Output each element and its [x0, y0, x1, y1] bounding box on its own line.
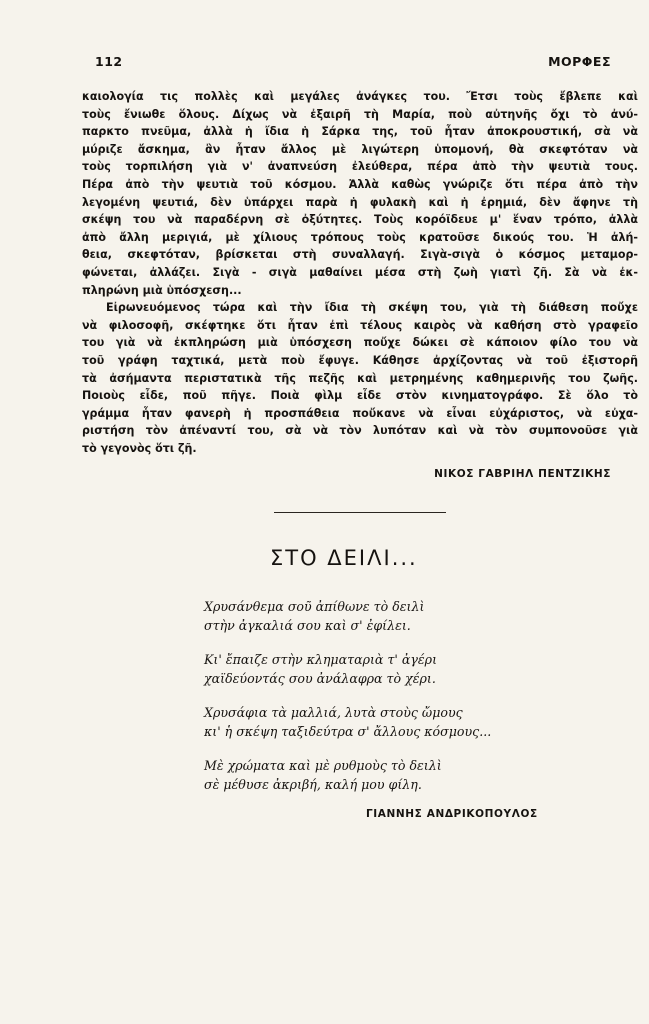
poem-stanza — [204, 651, 491, 688]
text-line: του γιὰ νὰ ἐκπληρώση μιὰ ὑπόσχεση ποὔχε δώκει σὲ κάποιον φίλο του νὰ — [82, 336, 638, 350]
poem-verse: Χρυσάφια τὰ μαλλιά, λυτὰ στοὺς ὤμους — [204, 705, 463, 720]
text-line: νὰ φιλοσοφῆ, σκέφτηκε ὅτι ἦταν ἐπὶ τέλους καιρὸς νὰ καθήση στὸ γραφεῖο — [82, 318, 638, 332]
journal-title: ΜΟΡΦΕΣ — [548, 54, 611, 69]
poem-author-signature: ΓΙΑΝΝΗΣ ΑΝΔΡΙΚΟΠΟΥΛΟΣ — [366, 808, 538, 820]
text-line: τοῦ γράφη ταχτικά, μετὰ ποὺ ἔφυγε. Κάθησε ἀρχίζοντας νὰ τοῦ ἐξιστορῆ — [82, 353, 638, 367]
poem-body — [204, 598, 491, 810]
paragraph-1 — [82, 88, 638, 299]
text-line: τοὺς τορπιλήση γιὰ ν' ἀναπνεύση ἐλεύθερα, πέρα ἀπὸ τὴν ψευτιὰ τους. — [82, 160, 638, 174]
poem-verse: Μὲ χρώματα καὶ μὲ ρυθμοὺς τὸ δειλὶ — [204, 758, 442, 773]
text-line: παρκτο πνεῦμα, ἀλλὰ ἡ ἴδια ἡ Σάρκα της, τοῦ ἦταν ἀποκρουστική, σὰ νὰ — [82, 125, 638, 139]
poem-stanza — [204, 598, 491, 635]
text-line: καιολογία τις πολλὲς καὶ μεγάλες ἀνάγκες του. Ἔτσι τοὺς ἔβλεπε καὶ — [82, 90, 638, 103]
poem-stanza — [204, 757, 491, 794]
text-line: πληρώνη μιὰ ὑπόσχεση... — [82, 283, 242, 297]
poem-verse: Κι' ἔπαιζε στὴν κληματαριὰ τ' ἀγέρι — [204, 652, 438, 667]
poem-title: ΣΤΟ ΔΕΙΛΙ... — [270, 546, 418, 570]
text-line: ἀπὸ ἄλλη μεριγιά, μὲ χίλιους τρόπους τοὺς κρατοῦσε δικούς του. Ἡ ἀλή- — [82, 230, 638, 244]
paragraph-2 — [82, 299, 638, 457]
text-line: θεια, σκεφτόταν, βρίσκεται στὴ συναλλαγή. Σιγὰ-σιγὰ ὁ κόσμος μεταμορ- — [82, 248, 638, 262]
text-line: Πέρα ἀπὸ τὴν ψευτιὰ τοῦ κόσμου. Ἀλλὰ καθὼς γνώριζε ὅτι πέρα ἀπὸ τὴν — [82, 177, 638, 191]
text-line: γράμμα ἦταν φανερὴ ἡ προσπάθεια ποὔκανε νὰ εἶναι εὐχάριστος, νὰ εὐχα- — [82, 406, 638, 420]
poem-verse: σὲ μέθυσε ἀκριβή, καλή μου φίλη. — [204, 776, 422, 792]
text-line: τὰ ἀσήμαντα περιστατικὰ τῆς πεζῆς καὶ μετρημένης καθημερινῆς του ζωῆς. — [82, 371, 638, 385]
text-line: τοὺς ἔνιωθε ὅλους. Δίχως νὰ ἐξαιρῆ τὴ Μαρία, ποὺ αὐτηνῆς ὄχι τὸ ἀνύ- — [82, 107, 638, 121]
prose-author-signature: ΝΙΚΟΣ ΓΑΒΡΙΗΛ ΠΕΝΤΖΙΚΗΣ — [434, 468, 611, 480]
prose-article — [82, 88, 638, 457]
poem-verse: κι' ἡ σκέψη ταξιδεύτρα σ' ἄλλους κόσμους... — [204, 723, 492, 739]
text-line: τὸ γεγονὸς ὅτι ζῆ. — [82, 441, 197, 455]
text-line: φώνεται, ἀλλάζει. Σιγὰ - σιγὰ μαθαίνει μέσα στὴ ζωὴ γιατὶ ζῆ. Σὰ νὰ ἐκ- — [82, 265, 638, 279]
poem-verse: χαϊδεύοντάς σου ἀνάλαφρα τὸ χέρι. — [204, 670, 436, 686]
poem-stanza — [204, 704, 491, 741]
section-divider — [274, 512, 446, 513]
poem-verse: στὴν ἀγκαλιά σου καὶ σ' ἐφίλει. — [204, 617, 411, 633]
text-line: ριστήση τὸν ἀπέναντί του, σὰ νὰ τὸν λυπόταν καὶ νὰ τὸν συμπονοῦσε γιὰ — [82, 424, 638, 438]
text-line: μύριζε ἄσκημα, ἂν ἦταν ἄλλος μὲ λιγώτερη ὑπομονή, θὰ σκεφτόταν νὰ — [82, 142, 638, 156]
poem-verse: Χρυσάνθεμα σοῦ ἀπίθωνε τὸ δειλὶ — [204, 599, 425, 614]
text-line: σκέψη του νὰ παραδέρνη σὲ ὀξύτητες. Τοὺς κορόϊδευε μ' ἕναν τρόπο, ἀλλὰ — [82, 213, 638, 227]
page-number: 112 — [95, 54, 123, 69]
text-line: Ποιοὺς εἶδε, ποῦ πῆγε. Ποιὰ φὶλμ εἶδε στὸν κινηματογράφο. Σὲ ὅλο τὸ — [82, 389, 638, 403]
text-line: Εἰρωνευόμενος τώρα καὶ τὴν ἴδια τὴ σκέψη του, γιὰ τὴ διάθεση ποὔχε — [106, 301, 638, 315]
text-line: λεγομένη ψευτιά, δὲν ὑπάρχει παρὰ ἡ φυλακὴ καὶ ἡ ἐρημιά, δὲν ἄφηνε τὴ — [82, 195, 638, 209]
